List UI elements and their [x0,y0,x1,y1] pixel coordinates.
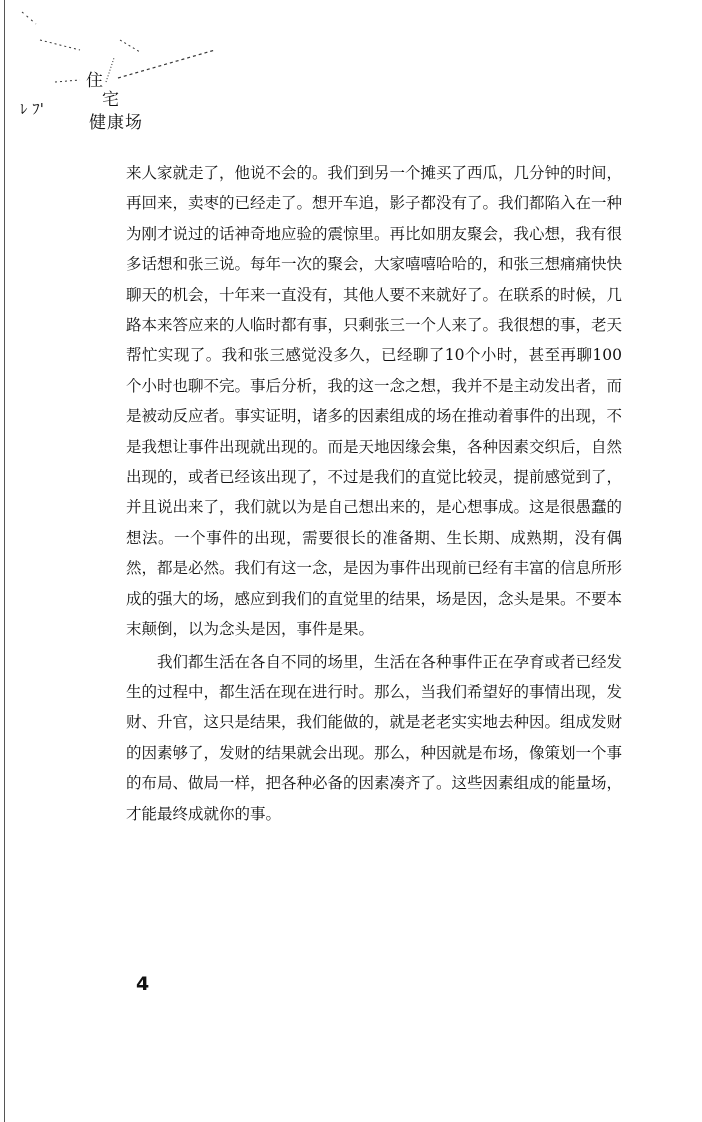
body-text [126,158,622,829]
running-header-title: 健康场 [89,113,143,133]
paragraph-1: 来人家就走了，他说不会的。我们到另一个摊买了西瓜，几分钟的时间，再回来，卖枣的已经走了。想开车追，影子都没有了。我们都陷入在一种为刚才说过的话神奇地应验的震惊里。再比如朋友聚会，我心想，我有很多话想和张三说。每年一次的聚会，大家嘻嘻哈哈的，和张三想痛痛快快聊天的机会，十年来一直没有，其他人要不来就好了。在联系的时候，几路本来答应来的人临时都有事，只剩张三一个人来了。我很想的事，老天帮忙实现了。我和张三感觉没多久，已经聊了10个小时，甚至再聊100个小时也聊不完。事后分析，我的这一念之想，我并不是主动发出者，而是被动反应者。事实证明，诸多的因素组成的场在推动着事件的出现，不是我想让事件出现就出现的。而是天地因缘会集，各种因素交织后，自然出现的，或者已经该出现了，不过是我们的直觉比较灵，提前感觉到了，并且说出来了，我们就以为是自己想出来的，是心想事成。这是很愚蠢的想法。一个事件的出现，需要很长的准备期、生长期、成熟期，没有偶然，都是必然。我们有这一念，是因为事件出现前已经有丰富的信息所形成的强大的场，感应到我们的直觉里的结果，场是因，念头是果。不要本末颠倒，以为念头是因，事件是果。 [126,164,623,639]
header-marks: ﾚ ﾌ' [20,100,44,118]
header-title-char-2: 宅 [102,90,119,110]
header-decoration [10,10,230,120]
page-number: 4 [136,973,150,995]
header-title-char-1: 住 [86,71,103,91]
paragraph-2: 我们都生活在各自不同的场里，生活在各种事件正在孕育或者已经发生的过程中，都生活在现在进行时。那么，当我们希望好的事情出现，发财、升官，这只是结果，我们能做的，就是老老实实地去种因。组成发财的因素够了，发财的结果就会出现。那么，种因就是布场，像策划一个事的布局、做局一样，把各种必备的因素凑齐了。这些因素组成的能量场，才能最终成就你的事。 [126,652,623,823]
page-edge-line [4,0,5,1122]
